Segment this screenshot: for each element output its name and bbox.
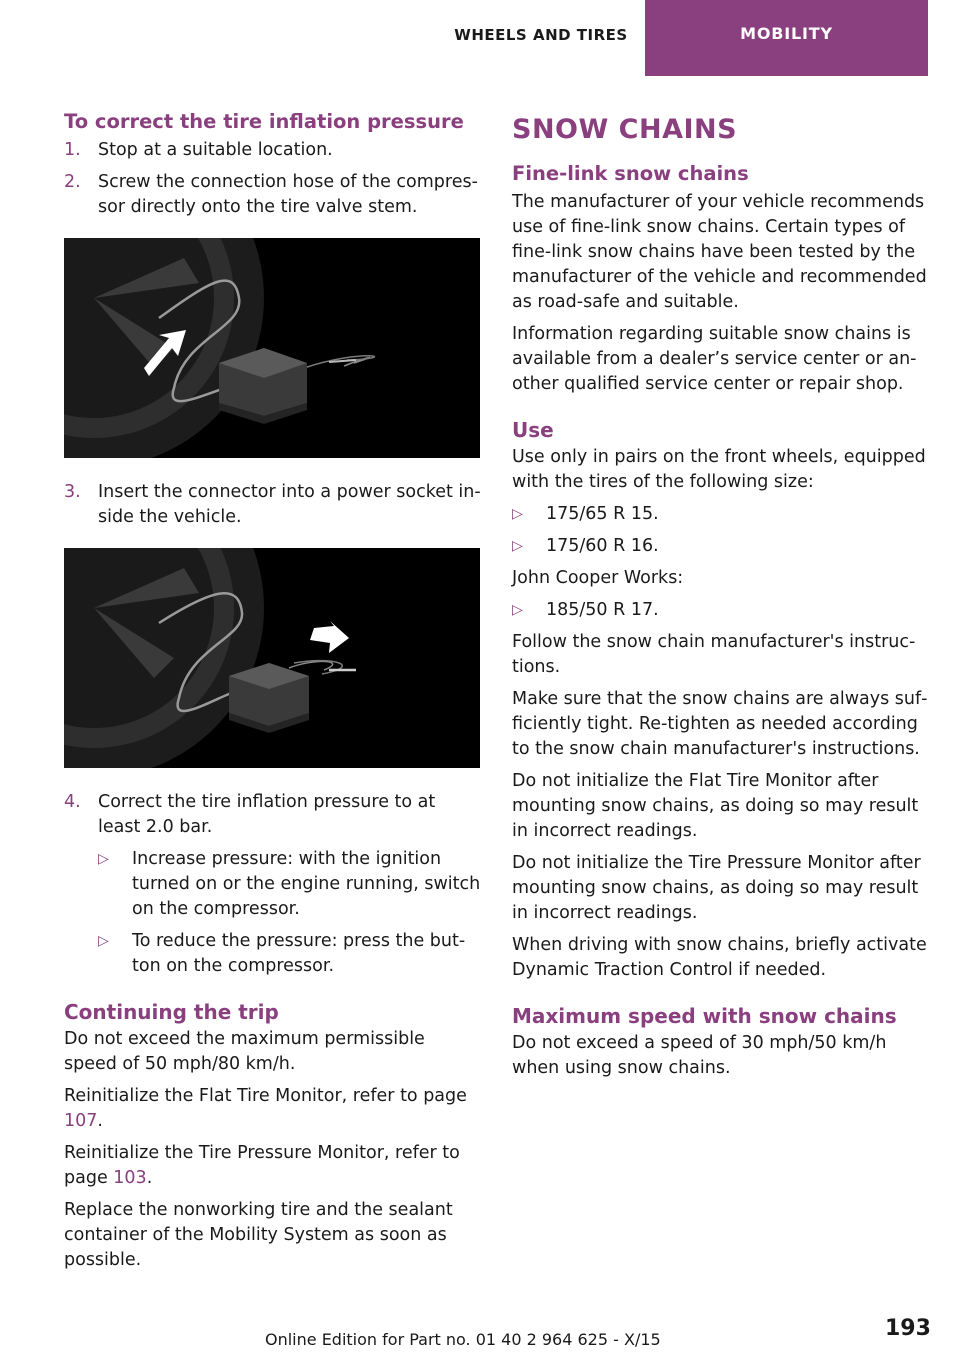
- paragraph: Do not exceed a speed of 30 mph/50 km/h when using snow chains.: [512, 1033, 887, 1078]
- list-item: [98, 847, 482, 922]
- paragraph: Use only in pairs on the front wheels, equipped with the tires of the following size:: [512, 447, 926, 492]
- tire-size: 185/50 R 17.: [546, 600, 659, 620]
- list-item: [512, 502, 930, 527]
- list-item-text: Increase pressure: with the ignition turned on or the engine running, switch on the compressor.: [132, 849, 481, 919]
- use-heading: Use: [512, 418, 554, 442]
- step-text: Screw the connection hose of the compres‐ sor directly onto the tire valve stem.: [98, 172, 478, 217]
- edition-note: Online Edition for Part no. 01 40 2 964 625 - X/15: [265, 1330, 661, 1349]
- paragraph: Follow the snow chain manufacturer's instruc‐ tions.: [512, 632, 916, 677]
- paragraph: [64, 1084, 482, 1134]
- power-connector-illustration: [64, 548, 480, 768]
- paragraph: Do not initialize the Flat Tire Monitor after mounting snow chains, as doing so may result in incorrect readings.: [512, 771, 919, 841]
- snow-chains-heading: SNOW CHAINS: [512, 114, 738, 145]
- step-text: Correct the tire inflation pressure to at least 2.0 bar.: [98, 792, 436, 837]
- power-socket-photo: [64, 548, 480, 768]
- list-item: [512, 598, 930, 623]
- step-number: 3.: [64, 482, 81, 502]
- jcw-label: John Cooper Works:: [512, 568, 684, 588]
- tire-size: 175/65 R 15.: [546, 504, 659, 524]
- step-item: [64, 170, 482, 220]
- page-number: 193: [885, 1316, 931, 1341]
- paragraph-text: .: [146, 1168, 153, 1188]
- paragraph: Replace the nonworking tire and the sealant container of the Mobility System as soon as possible.: [64, 1200, 453, 1270]
- paragraph: Do not initialize the Tire Pressure Monitor after mounting snow chains, as doing so may result in incorrect readings.: [512, 853, 921, 923]
- step-number: 4.: [64, 792, 81, 812]
- triangle-right-icon: ▷: [98, 851, 109, 867]
- triangle-right-icon: ▷: [512, 506, 523, 522]
- list-item: [98, 929, 482, 979]
- step-number: 2.: [64, 172, 81, 192]
- step-text: Stop at a suitable location.: [98, 140, 333, 160]
- list-item: [512, 534, 930, 559]
- paragraph: Do not exceed the maximum permissible speed of 50 mph/80 km/h.: [64, 1029, 425, 1074]
- page-link-103[interactable]: 103: [113, 1168, 147, 1188]
- page-link-107[interactable]: 107: [64, 1111, 98, 1131]
- paragraph: Make sure that the snow chains are always suf‐ ficiently tight. Re-tighten as needed according to the snow chain manufacturer's instructions.: [512, 689, 928, 759]
- compressor-hose-photo: [64, 238, 480, 458]
- running-header-section: [440, 0, 642, 68]
- step-item: [64, 790, 482, 840]
- tire-size: 175/60 R 16.: [546, 536, 659, 556]
- section-title: WHEELS AND TIRES: [454, 26, 628, 44]
- step-item: [64, 138, 482, 163]
- paragraph-text: Reinitialize the Tire Pressure Monitor, refer to page: [64, 1143, 460, 1188]
- page-footer: [0, 1316, 960, 1356]
- paragraph-text: .: [97, 1111, 103, 1131]
- paragraph: Information regarding suitable snow chains is available from a dealer’s service center or an‐ other qualified service center or repair shop.: [512, 324, 917, 394]
- list-item-text: To reduce the pressure: press the but‐ ton on the compressor.: [132, 931, 466, 976]
- paragraph: The manufacturer of your vehicle recommends use of fine-link snow chains. Certain types of fine-link snow chains have been tested by the manufacturer of the vehicle and recommended as road-safe and suitable.: [512, 192, 927, 312]
- paragraph: When driving with snow chains, briefly activate Dynamic Traction Control if needed.: [512, 935, 927, 980]
- left-column: [64, 108, 482, 1280]
- triangle-right-icon: ▷: [512, 538, 523, 554]
- step-text: Insert the connector into a power socket in‐ side the vehicle.: [98, 482, 481, 527]
- triangle-right-icon: ▷: [512, 602, 523, 618]
- step4-bullet-list: [98, 847, 482, 979]
- continuing-trip-heading: Continuing the trip: [64, 1000, 279, 1024]
- fine-link-heading: Fine-link snow chains: [512, 162, 749, 185]
- paragraph: [64, 1141, 482, 1191]
- right-column: [512, 110, 930, 1088]
- paragraph-text: Reinitialize the Flat Tire Monitor, refer to page: [64, 1086, 467, 1106]
- step-number: 1.: [64, 140, 81, 160]
- correct-pressure-heading: To correct the tire inflation pressure: [64, 110, 464, 133]
- chapter-title: MOBILITY: [740, 24, 833, 43]
- step-item: [64, 480, 482, 530]
- compressor-hose-illustration: [64, 238, 480, 458]
- chapter-tab[interactable]: [645, 0, 928, 76]
- triangle-right-icon: ▷: [98, 933, 109, 949]
- max-speed-heading: Maximum speed with snow chains: [512, 1004, 897, 1028]
